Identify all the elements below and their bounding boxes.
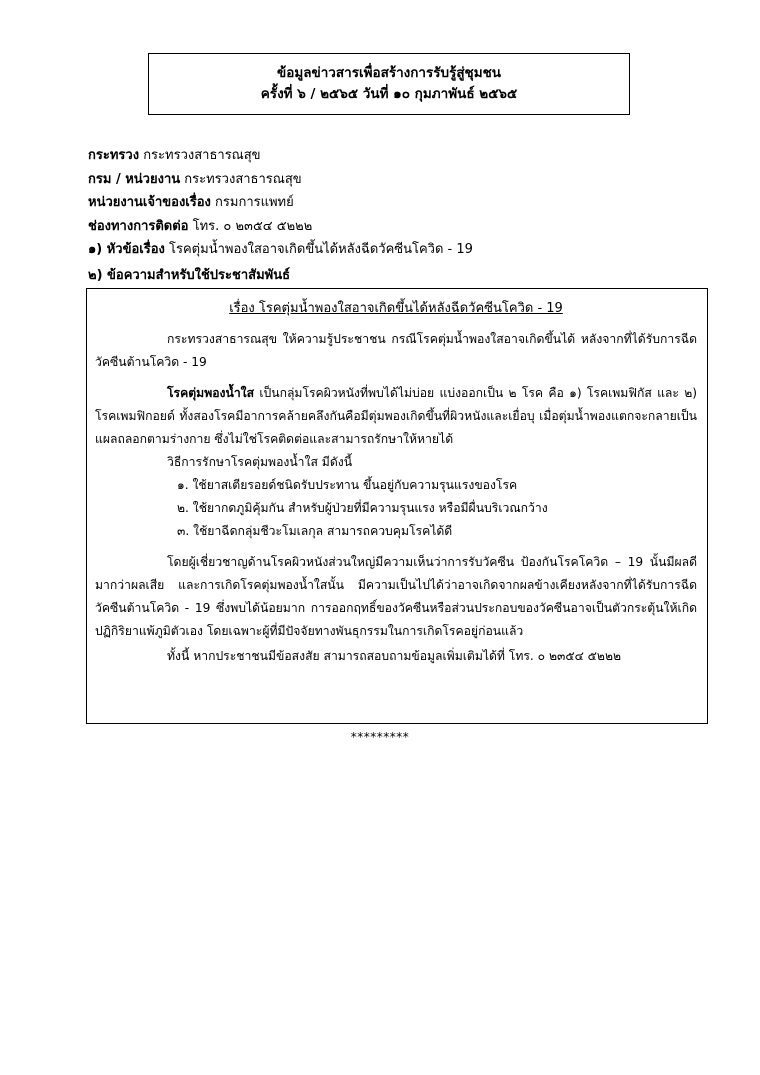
document-title-box <box>148 53 630 115</box>
paragraph-4: ทั้งนี้ หากประชาชนมีข้อสงสัย สามารถสอบถามข้อมูลเพิ่มเติมได้ที่ โทร. ๐ ๒๓๕๔ ๕๒๒๒ <box>167 649 622 663</box>
message-heading: เรื่อง โรคตุ่มน้ำพองใสอาจเกิดขึ้นได้หลังฉีดวัคซีนโควิด - 19 <box>229 301 563 316</box>
owner-label: หน่วยงานเจ้าของเรื่อง <box>88 195 211 210</box>
subject-value: โรคตุ่มน้ำพองใสอาจเกิดขึ้นได้หลังฉีดวัคซีนโควิด - 19 <box>169 242 473 257</box>
department-label: กรม / หน่วยงาน <box>88 171 181 187</box>
subject-label: ๑) หัวข้อเรื่อง <box>88 242 165 257</box>
ministry-value: กระทรวงสาธารณสุข <box>143 148 261 163</box>
ministry-row <box>88 144 708 168</box>
paragraph-3: โดยผู้เชี่ยวชาญด้านโรคผิวหนังส่วนใหญ่มีความเห็นว่าการรับวัคซีน ป้องกันโรคโควิด – 19 นั้นมีผลดีมากว่าผลเสีย และการเกิดโรคตุ่มพองน้ำใสนั้น มีความเป็นไปได้ว่าอาจเกิดจากผลข้างเคียงหลังจากที่ได้รับการฉีดวัคซีนต้านโควิด - 19 ซึ่งพบได้น้อยมาก การออกฤทธิ์ของวัคซีนหรือส่วนประกอบของวัคซีนอาจเป็นตัวกระตุ้นให้เกิดปฏิกิริยาแพ้ภูมิตัวเอง โดยเฉพาะผู้ที่มีปัจจัยทางพันธุกรรมในการเกิดโรคอยู่ก่อนแล้ว <box>95 555 697 638</box>
ministry-label: กระทรวง <box>88 148 140 163</box>
paragraph-1: กระทรวงสาธารณสุข ให้ความรู้ประชาชน กรณีโรคตุ่มน้ำพองใสอาจเกิดขึ้นได้ หลังจากที่ได้รับการฉีดวัคซีนต้านโควิด - 19 <box>95 332 697 369</box>
meta-block <box>88 144 708 262</box>
paragraph-2 <box>95 382 697 451</box>
contact-row <box>88 215 708 239</box>
treatment-list <box>95 474 697 543</box>
treatment-intro: วิธีการรักษาโรคตุ่มพองน้ำใส มีดังนี้ <box>167 455 353 469</box>
department-value: กระทรวงสาธารณสุข <box>184 171 302 187</box>
section-2-label: ๒) ข้อความสำหรับใช้ประชาสัมพันธ์ <box>88 268 291 283</box>
owner-value: กรมการแพทย์ <box>215 195 294 210</box>
contact-value: โทร. ๐ ๒๓๕๔ ๕๒๒๒ <box>192 218 313 234</box>
title-line-2: ครั้งที่ ๖ / ๒๕๖๕ วันที่ ๑๐ กุมภาพันธ์ ๒๕๖๕ <box>260 86 518 102</box>
treatment-item: ๓. ใช้ยาฉีดกลุ่มชีวะโมเลกุล สามารถควบคุมโรคได้ดี <box>177 524 453 538</box>
department-row <box>88 168 708 192</box>
owner-row <box>88 191 708 215</box>
paragraph-2-text: เป็นกลุ่มโรคผิวหนังที่พบได้ไม่บ่อย แบ่งออกเป็น ๒ โรค คือ ๑) โรคเพมฟิกัส และ ๒) โรคเพมฟิกอยด์ ทั้งสองโรคมีอาการคล้ายคลึงกันคือมีตุ่มพองเกิดขึ้นที่ผิวหนังและเยื่อบุ เมื่อตุ่มน้ำพองแตกจะกลายเป็นแผลถลอกตามร่างกาย ซึ่งไม่ใช่โรคติดต่อและสามารถรักษาให้หายได้ <box>95 386 697 446</box>
subject-row <box>88 238 708 262</box>
paragraph-2-term: โรคตุ่มพองน้ำใส <box>167 386 255 400</box>
title-line-1: ข้อมูลข่าวสารเพื่อสร้างการรับรู้สู่ชุมชน <box>276 65 502 81</box>
end-marker: ********* <box>350 730 410 744</box>
treatment-item: ๒. ใช้ยากดภูมิคุ้มกัน สำหรับผู้ป่วยที่มีความรุนแรง หรือมีผื่นบริเวณกว้าง <box>177 501 548 515</box>
treatment-item: ๑. ใช้ยาสเตียรอยด์ชนิดรับประทาน ขึ้นอยู่กับความรุนแรงของโรค <box>177 478 518 492</box>
contact-label: ช่องทางการติดต่อ <box>88 218 189 234</box>
pr-message-box <box>86 288 708 724</box>
